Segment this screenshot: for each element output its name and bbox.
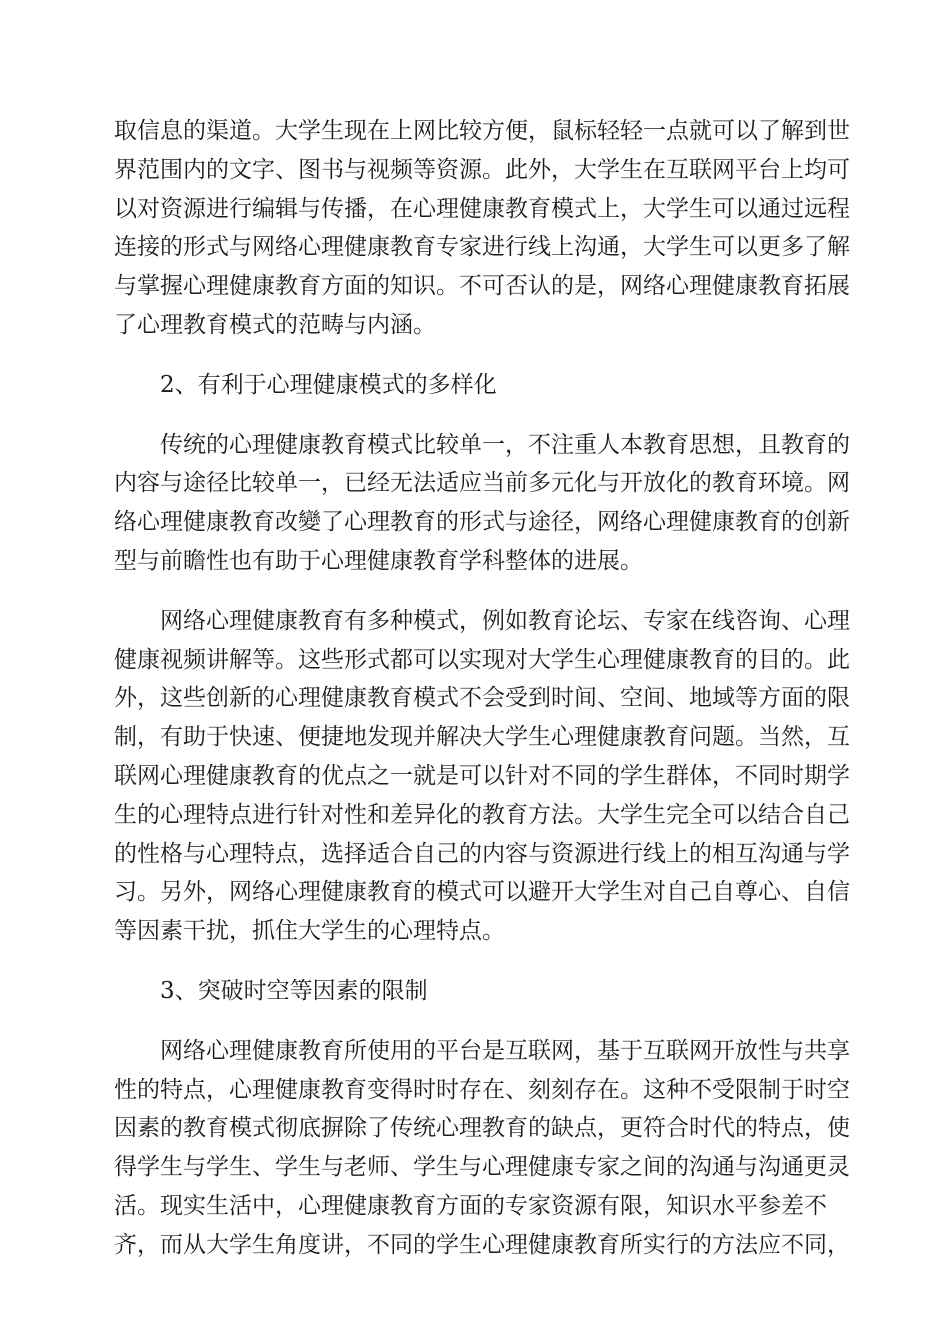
text-line: 内容与途径比较单一，已经无法适应当前多元化与开放化的教育环境。网 <box>114 470 850 497</box>
text-line: 因素的教育模式彻底摒除了传统心理教育的缺点，更符合时代的特点，使 <box>114 1115 850 1142</box>
text-line: 连接的形式与网络心理健康教育专家进行线上沟通，大学生可以更多了解 <box>114 234 850 261</box>
text-line: 等因素干扰，抓住大学生的心理特点。 <box>114 918 505 945</box>
text-line: 传统的心理健康教育模式比较单一，不注重人本教育思想，且教育的 <box>160 431 850 458</box>
text-line: 外，这些创新的心理健康教育模式不会受到时间、空间、地域等方面的限 <box>114 685 850 712</box>
section-heading-3: 3、突破时空等因素的限制 <box>160 977 428 1004</box>
text-line: 制，有助于快速、便捷地发现并解决大学生心理健康教育问题。当然，互 <box>114 724 850 751</box>
text-line: 网络心理健康教育所使用的平台是互联网，基于互联网开放性与共享 <box>160 1037 850 1064</box>
section-heading-2: 2、有利于心理健康模式的多样化 <box>160 371 497 398</box>
text-line: 活。现实生活中，心理健康教育方面的专家资源有限，知识水平参差不 <box>114 1192 827 1219</box>
text-line: 界范围内的文字、图书与视频等资源。此外，大学生在互联网平台上均可 <box>114 156 850 183</box>
text-line: 了心理教育模式的范畴与内涵。 <box>114 311 436 338</box>
text-line: 习。另外，网络心理健康教育的模式可以避开大学生对自己自尊心、自信 <box>114 879 850 906</box>
text-line: 健康视频讲解等。这些形式都可以实现对大学生心理健康教育的目的。此 <box>114 646 850 673</box>
text-line: 网络心理健康教育有多种模式，例如教育论坛、专家在线咨询、心理 <box>160 607 850 634</box>
document-body <box>114 112 850 1286</box>
text-line: 以对资源进行编辑与传播，在心理健康教育模式上，大学生可以通过远程 <box>114 195 850 222</box>
text-line: 性的特点，心理健康教育变得时时存在、刻刻存在。这种不受限制于时空 <box>114 1076 850 1103</box>
text-line: 齐，而从大学生角度讲，不同的学生心理健康教育所实行的方法应不同， <box>114 1231 850 1258</box>
text-line: 取信息的渠道。大学生现在上网比较方便，鼠标轻轻一点就可以了解到世 <box>114 118 850 144</box>
text-line: 生的心理特点进行针对性和差异化的教育方法。大学生完全可以结合自己 <box>114 801 850 828</box>
text-line: 络心理健康教育改變了心理教育的形式与途径，网络心理健康教育的创新 <box>114 509 850 536</box>
paragraph-continued <box>114 112 850 345</box>
text-line: 得学生与学生、学生与老师、学生与心理健康专家之间的沟通与沟通更灵 <box>114 1154 850 1181</box>
text-line: 联网心理健康教育的优点之一就是可以针对不同的学生群体，不同时期学 <box>114 762 850 789</box>
text-line: 型与前瞻性也有助于心理健康教育学科整体的进展。 <box>114 547 643 574</box>
text-line: 的性格与心理特点，选择适合自己的内容与资源进行线上的相互沟通与学 <box>114 840 850 867</box>
paragraph-network-models <box>114 602 850 951</box>
paragraph-traditional-model <box>114 426 850 581</box>
text-line: 与掌握心理健康教育方面的知识。不可否认的是，网络心理健康教育拓展 <box>114 273 850 300</box>
paragraph-platform <box>114 1032 850 1265</box>
